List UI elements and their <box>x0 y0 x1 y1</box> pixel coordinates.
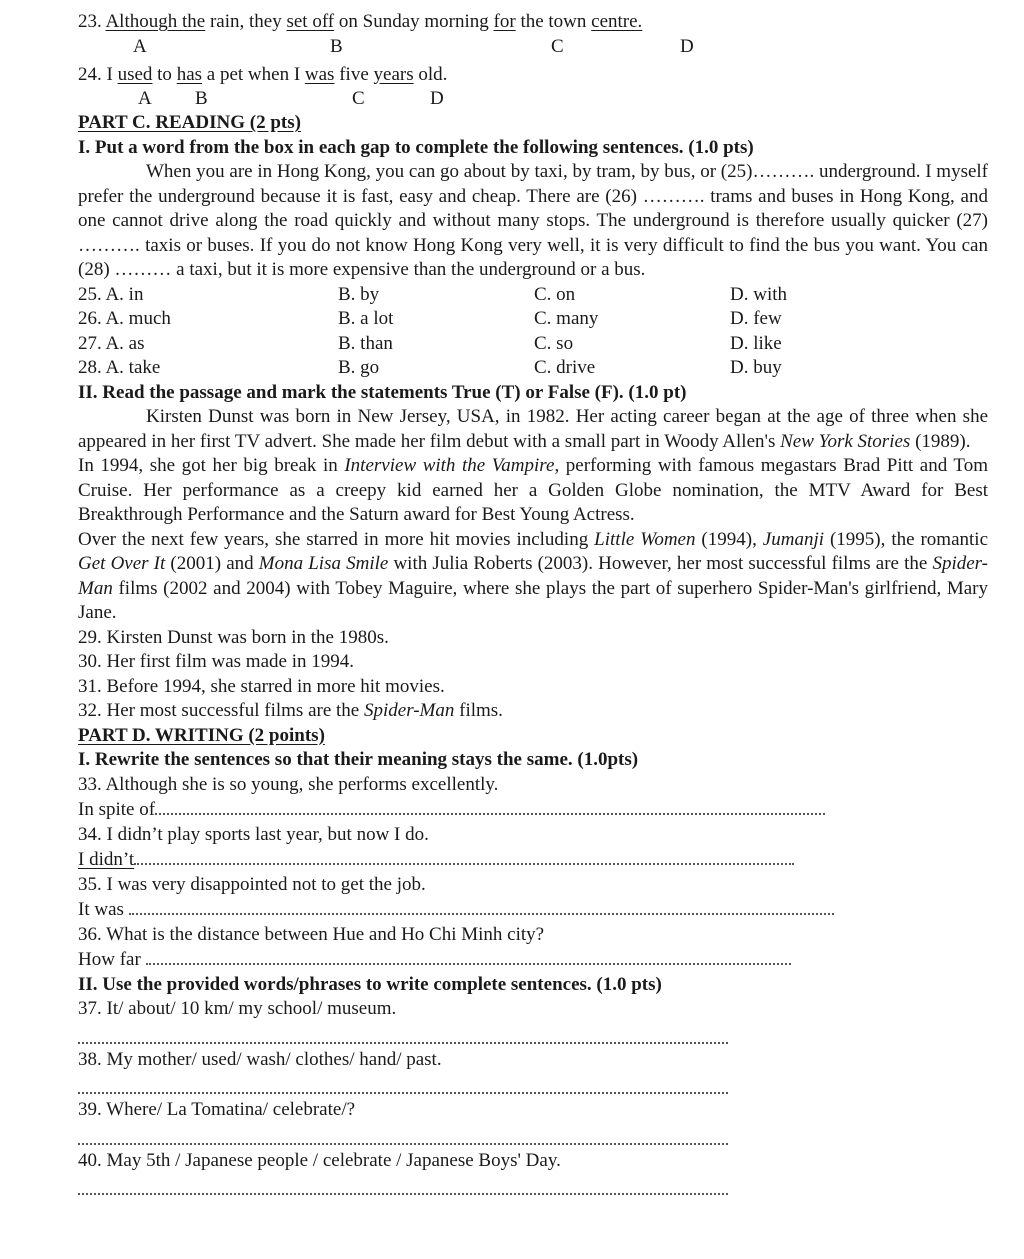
question-37: 37. It/ about/ 10 km/ my school/ museum. <box>78 998 397 1019</box>
options-row-28: 28. A. take B. go C. drive D. buy <box>78 357 782 378</box>
question-24: 24. I used to has a pet when I was five years old. <box>78 63 448 85</box>
answer-line-36[interactable]: How far <box>78 947 988 973</box>
part-c-heading: PART C. READING (2 pts) <box>78 112 301 133</box>
part-d-section-1-heading: I. Rewrite the sentences so that their meaning stays the same. (1.0pts) <box>78 749 639 770</box>
q23-letters: A B C D <box>133 35 694 57</box>
hong-kong-passage: When you are in Hong Kong, you can go about by taxi, by tram, by bus, or (25)………. underground. I myself prefer the underground because it is fast, easy and cheap. There are (26) ………. trams and buses in Hong Kong, and one cannot drive along the road quickly and without many stops. The underground is therefore usually quicker (27) ………. taxis or buses. If you do not know Hong Kong very well, it is very difficult to find the bus you want. You can (28) ……… a taxi, but it is more expensive than the underground or a bus. <box>78 161 988 280</box>
statement-31: 31. Before 1994, she starred in more hit movies. <box>78 675 445 697</box>
question-38: 38. My mother/ used/ wash/ clothes/ hand/ past. <box>78 1048 442 1070</box>
answer-line-34[interactable]: I didn’t <box>78 847 988 873</box>
answer-line-38[interactable] <box>78 1072 728 1094</box>
question-23: 23. Although the rain, they set off on Sunday morning for the town centre. <box>78 11 643 32</box>
q23-option-c-text: for <box>493 11 516 32</box>
q24-letters: A B C D <box>138 88 444 109</box>
answer-options <box>78 283 988 381</box>
answer-line-37[interactable] <box>78 1022 728 1044</box>
question-35: 35. I was very disappointed not to get the job. <box>78 873 426 895</box>
answer-line-40[interactable] <box>78 1173 728 1195</box>
statement-32: 32. Her most successful films are the Spider-Man films. <box>78 700 503 721</box>
question-39: 39. Where/ La Tomatina/ celebrate/? <box>78 1099 356 1120</box>
answer-line-33[interactable]: In spite of <box>78 797 988 823</box>
question-40: 40. May 5th / Japanese people / celebrate / Japanese Boys' Day. <box>78 1149 561 1171</box>
answer-line-39[interactable] <box>78 1123 728 1145</box>
q23-option-d-text: centre. <box>591 11 643 32</box>
dunst-paragraph-2: In 1994, she got her big break in Interview with the Vampire, performing with famous megastars Brad Pitt and Tom Cruise. Her performance as a creepy kid earned her a Golden Globe nomination, the MTV Award for Best Breakthrough Performance and the Saturn award for Best Young Actress. <box>78 455 988 525</box>
options-row-25: 25. A. in B. by C. on D. with <box>78 283 787 305</box>
part-d-heading: PART D. WRITING (2 points) <box>78 724 325 746</box>
q23-option-b-text: set off <box>286 11 335 32</box>
options-row-26: 26. A. much B. a lot C. many D. few <box>78 308 782 329</box>
part-c-section-2-heading: II. Read the passage and mark the statements True (T) or False (F). (1.0 pt) <box>78 381 687 403</box>
question-36: 36. What is the distance between Hue and Ho Chi Minh city? <box>78 923 545 945</box>
part-d-section-2-heading: II. Use the provided words/phrases to write complete sentences. (1.0 pts) <box>78 973 662 995</box>
question-34: 34. I didn’t play sports last year, but now I do. <box>78 823 429 845</box>
q23-option-a-text: Although the <box>105 11 206 32</box>
dunst-paragraph-1: Kirsten Dunst was born in New Jersey, USA, in 1982. Her acting career began at the age of three when she appeared in her first TV advert. She made her film debut with a small part in Woody Allen's New York Stories (1989). <box>78 406 988 452</box>
dunst-paragraph-3: Over the next few years, she starred in more hit movies including Little Women (1994), Jumanji (1995), the romantic Get Over It (2001) and Mona Lisa Smile with Julia Roberts (2003). However, her most successful films are the Spider-Man films (2002 and 2004) with Tobey Maguire, where she plays the part of superhero Spider-Man's girlfriend, Mary Jane. <box>78 528 989 623</box>
statement-29: 29. Kirsten Dunst was born in the 1980s. <box>78 626 389 648</box>
part-c-section-1-heading: I. Put a word from the box in each gap to complete the following sentences. (1.0 pts) <box>78 136 754 158</box>
options-row-27: 27. A. as B. than C. so D. like <box>78 332 782 354</box>
question-33: 33. Although she is so young, she performs excellently. <box>78 773 499 795</box>
answer-line-35[interactable]: It was <box>78 897 988 923</box>
statement-30: 30. Her first film was made in 1994. <box>78 651 354 672</box>
